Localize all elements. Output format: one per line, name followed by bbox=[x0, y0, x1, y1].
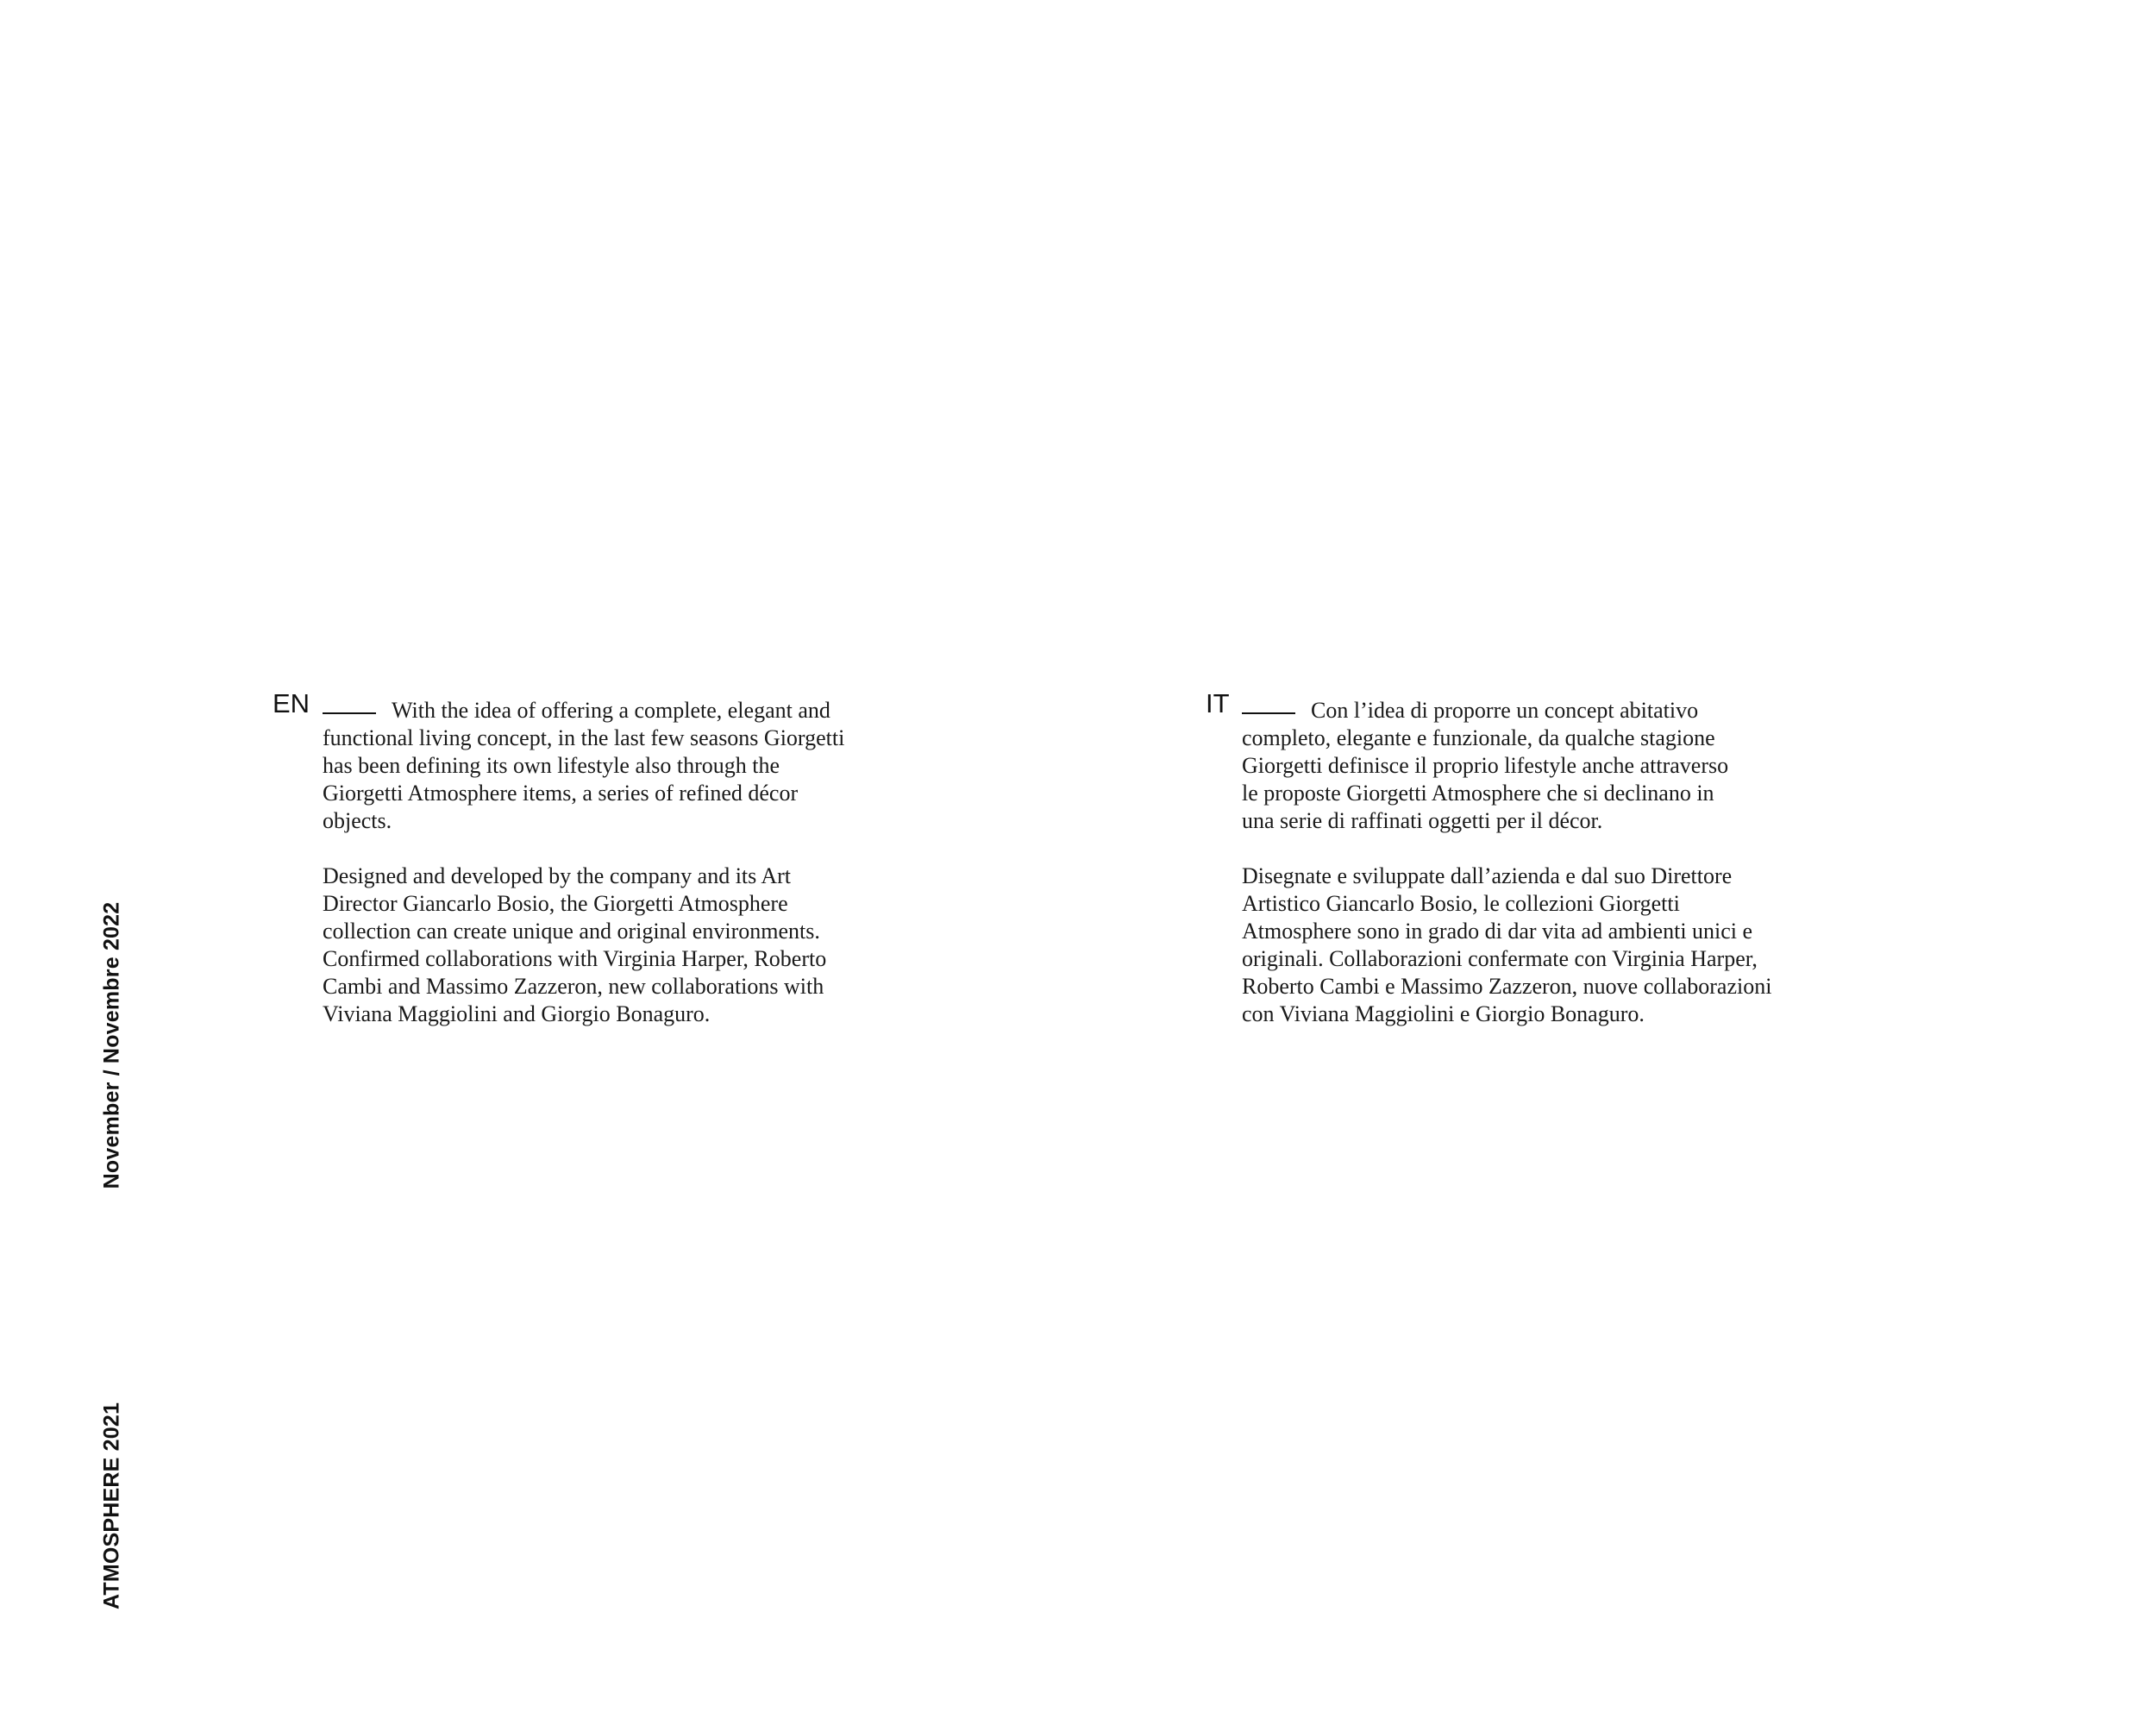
language-code-it: IT bbox=[1206, 688, 1230, 718]
text-line: With the idea of offering a complete, elegant and bbox=[392, 698, 830, 723]
issue-date-text: November / Novembre 2022 bbox=[99, 901, 124, 1189]
text-line: le proposte Giorgetti Atmosphere che si declinano in bbox=[1242, 781, 1714, 806]
text-line: Con l’idea di proporre un concept abitativo bbox=[1311, 698, 1699, 723]
text-line: Disegnate e sviluppate dall’azienda e dal suo Direttore bbox=[1242, 863, 1733, 888]
text-line: has been defining its own lifestyle also through the bbox=[323, 753, 780, 778]
english-paragraph-1 bbox=[323, 697, 943, 835]
text-line: con Viviana Maggiolini e Giorgio Bonaguro. bbox=[1242, 1001, 1645, 1026]
text-line: Giorgetti definisce il proprio lifestyle anche attraverso bbox=[1242, 753, 1729, 778]
english-paragraph-2 bbox=[323, 862, 943, 1028]
language-code-en: EN bbox=[273, 688, 310, 718]
text-line: Giorgetti Atmosphere items, a series of refined décor bbox=[323, 781, 799, 806]
publication-title-text: ATMOSPHERE 2021 bbox=[99, 1402, 124, 1610]
text-line: collection can create unique and original environments. bbox=[323, 919, 820, 944]
text-line: Designed and developed by the company and its Art bbox=[323, 863, 791, 888]
text-line: Cambi and Massimo Zazzeron, new collaborations with bbox=[323, 974, 824, 999]
italian-body bbox=[1242, 697, 1863, 1056]
text-line: Atmosphere sono in grado di dar vita ad ambienti unici e bbox=[1242, 919, 1753, 944]
italian-paragraph-2 bbox=[1242, 862, 1863, 1028]
english-body bbox=[323, 697, 943, 1056]
text-line: Artistico Giancarlo Bosio, le collezioni Giorgetti bbox=[1242, 891, 1680, 916]
text-line: originali. Collaborazioni confermate con Virginia Harper, bbox=[1242, 946, 1758, 971]
em-dash-rule bbox=[323, 712, 376, 714]
text-line: Confirmed collaborations with Virginia Harper, Roberto bbox=[323, 946, 827, 971]
italian-paragraph-1 bbox=[1242, 697, 1863, 835]
text-line: objects. bbox=[323, 808, 392, 833]
text-line: Viviana Maggiolini and Giorgio Bonaguro. bbox=[323, 1001, 711, 1026]
text-line: functional living concept, in the last few seasons Giorgetti bbox=[323, 725, 845, 750]
text-line: completo, elegante e funzionale, da qualche stagione bbox=[1242, 725, 1715, 750]
text-line: Director Giancarlo Bosio, the Giorgetti Atmosphere bbox=[323, 891, 788, 916]
text-line: Roberto Cambi e Massimo Zazzeron, nuove collaborazioni bbox=[1242, 974, 1772, 999]
em-dash-rule bbox=[1242, 712, 1295, 714]
text-line: una serie di raffinati oggetti per il décor. bbox=[1242, 808, 1603, 833]
